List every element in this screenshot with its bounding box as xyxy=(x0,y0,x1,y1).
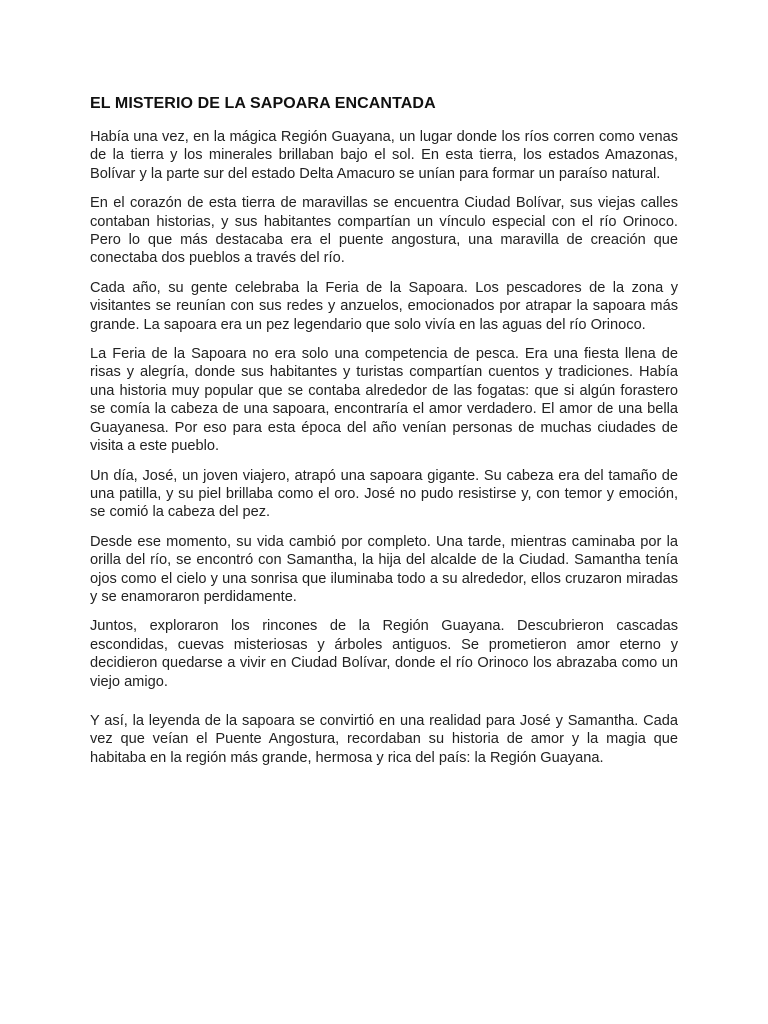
document-title: EL MISTERIO DE LA SAPOARA ENCANTADA xyxy=(90,95,436,112)
paragraph-3: Cada año, su gente celebraba la Feria de la Sapoara. Los pescadores de la zona y visitantes se reunían con sus redes y anzuelos, emocionados por atrapar la sapoara más grande. La sapoara era un pez legendario que solo vivía en las aguas del río Orinoco. xyxy=(90,279,678,333)
paragraph-5: Un día, José, un joven viajero, atrapó una sapoara gigante. Su cabeza era del tamaño de una patilla, y su piel brillaba como el oro. José no pudo resistirse y, con temor y emoción, se comió la cabeza del pez. xyxy=(90,467,678,521)
paragraph-1: Había una vez, en la mágica Región Guayana, un lugar donde los ríos corren como venas de la tierra y los minerales brillaban bajo el sol. En esta tierra, los estados Amazonas, Bolívar y la parte sur del estado Delta Amacuro se unían para formar un paraíso natural. xyxy=(90,129,678,182)
paragraph-6: Desde ese momento, su vida cambió por completo. Una tarde, mientras caminaba por la orilla del río, se encontró con Samantha, la hija del alcalde de la Ciudad. Samantha tenía ojos como el cielo y una sonrisa que iluminaba todo a su alrededor, ellos cruzaron miradas y se enamoraron perdidamente. xyxy=(90,533,678,605)
paragraph-7: Juntos, exploraron los rincones de la Región Guayana. Descubrieron cascadas escondidas, cuevas misteriosas y árboles antiguos. Se prometieron amor eterno y decidieron quedarse a vivir en Ciudad Bolívar, donde el río Orinoco los abrazaba como un viejo amigo. xyxy=(90,618,678,690)
document-page xyxy=(90,94,678,778)
paragraph-2: En el corazón de esta tierra de maravillas se encuentra Ciudad Bolívar, sus viejas calles contaban historias, y sus habitantes compartían un vínculo especial con el río Orinoco. Pero lo que más destacaba era el puente angostura, una maravilla de creación que conectaba dos pueblos a través del río. xyxy=(90,195,678,267)
paragraph-4: La Feria de la Sapoara no era solo una competencia de pesca. Era una fiesta llena de risas y alegría, donde sus habitantes y turistas compartían cuentos y tradiciones. Había una historia muy popular que se contaba alrededor de las fogatas: que si algún forastero se comía la cabeza de una sapoara, encontraría el amor verdadero. El amor de una bella Guayanesa. Por eso para esta época del año venían personas de muchas ciudades de visita a este pueblo. xyxy=(90,346,678,455)
paragraph-8: Y así, la leyenda de la sapoara se convirtió en una realidad para José y Samantha. Cada vez que veían el Puente Angostura, recordaban su historia de amor y la magia que habitaba en la región más grande, hermosa y rica del país: la Región Guayana. xyxy=(90,712,678,766)
